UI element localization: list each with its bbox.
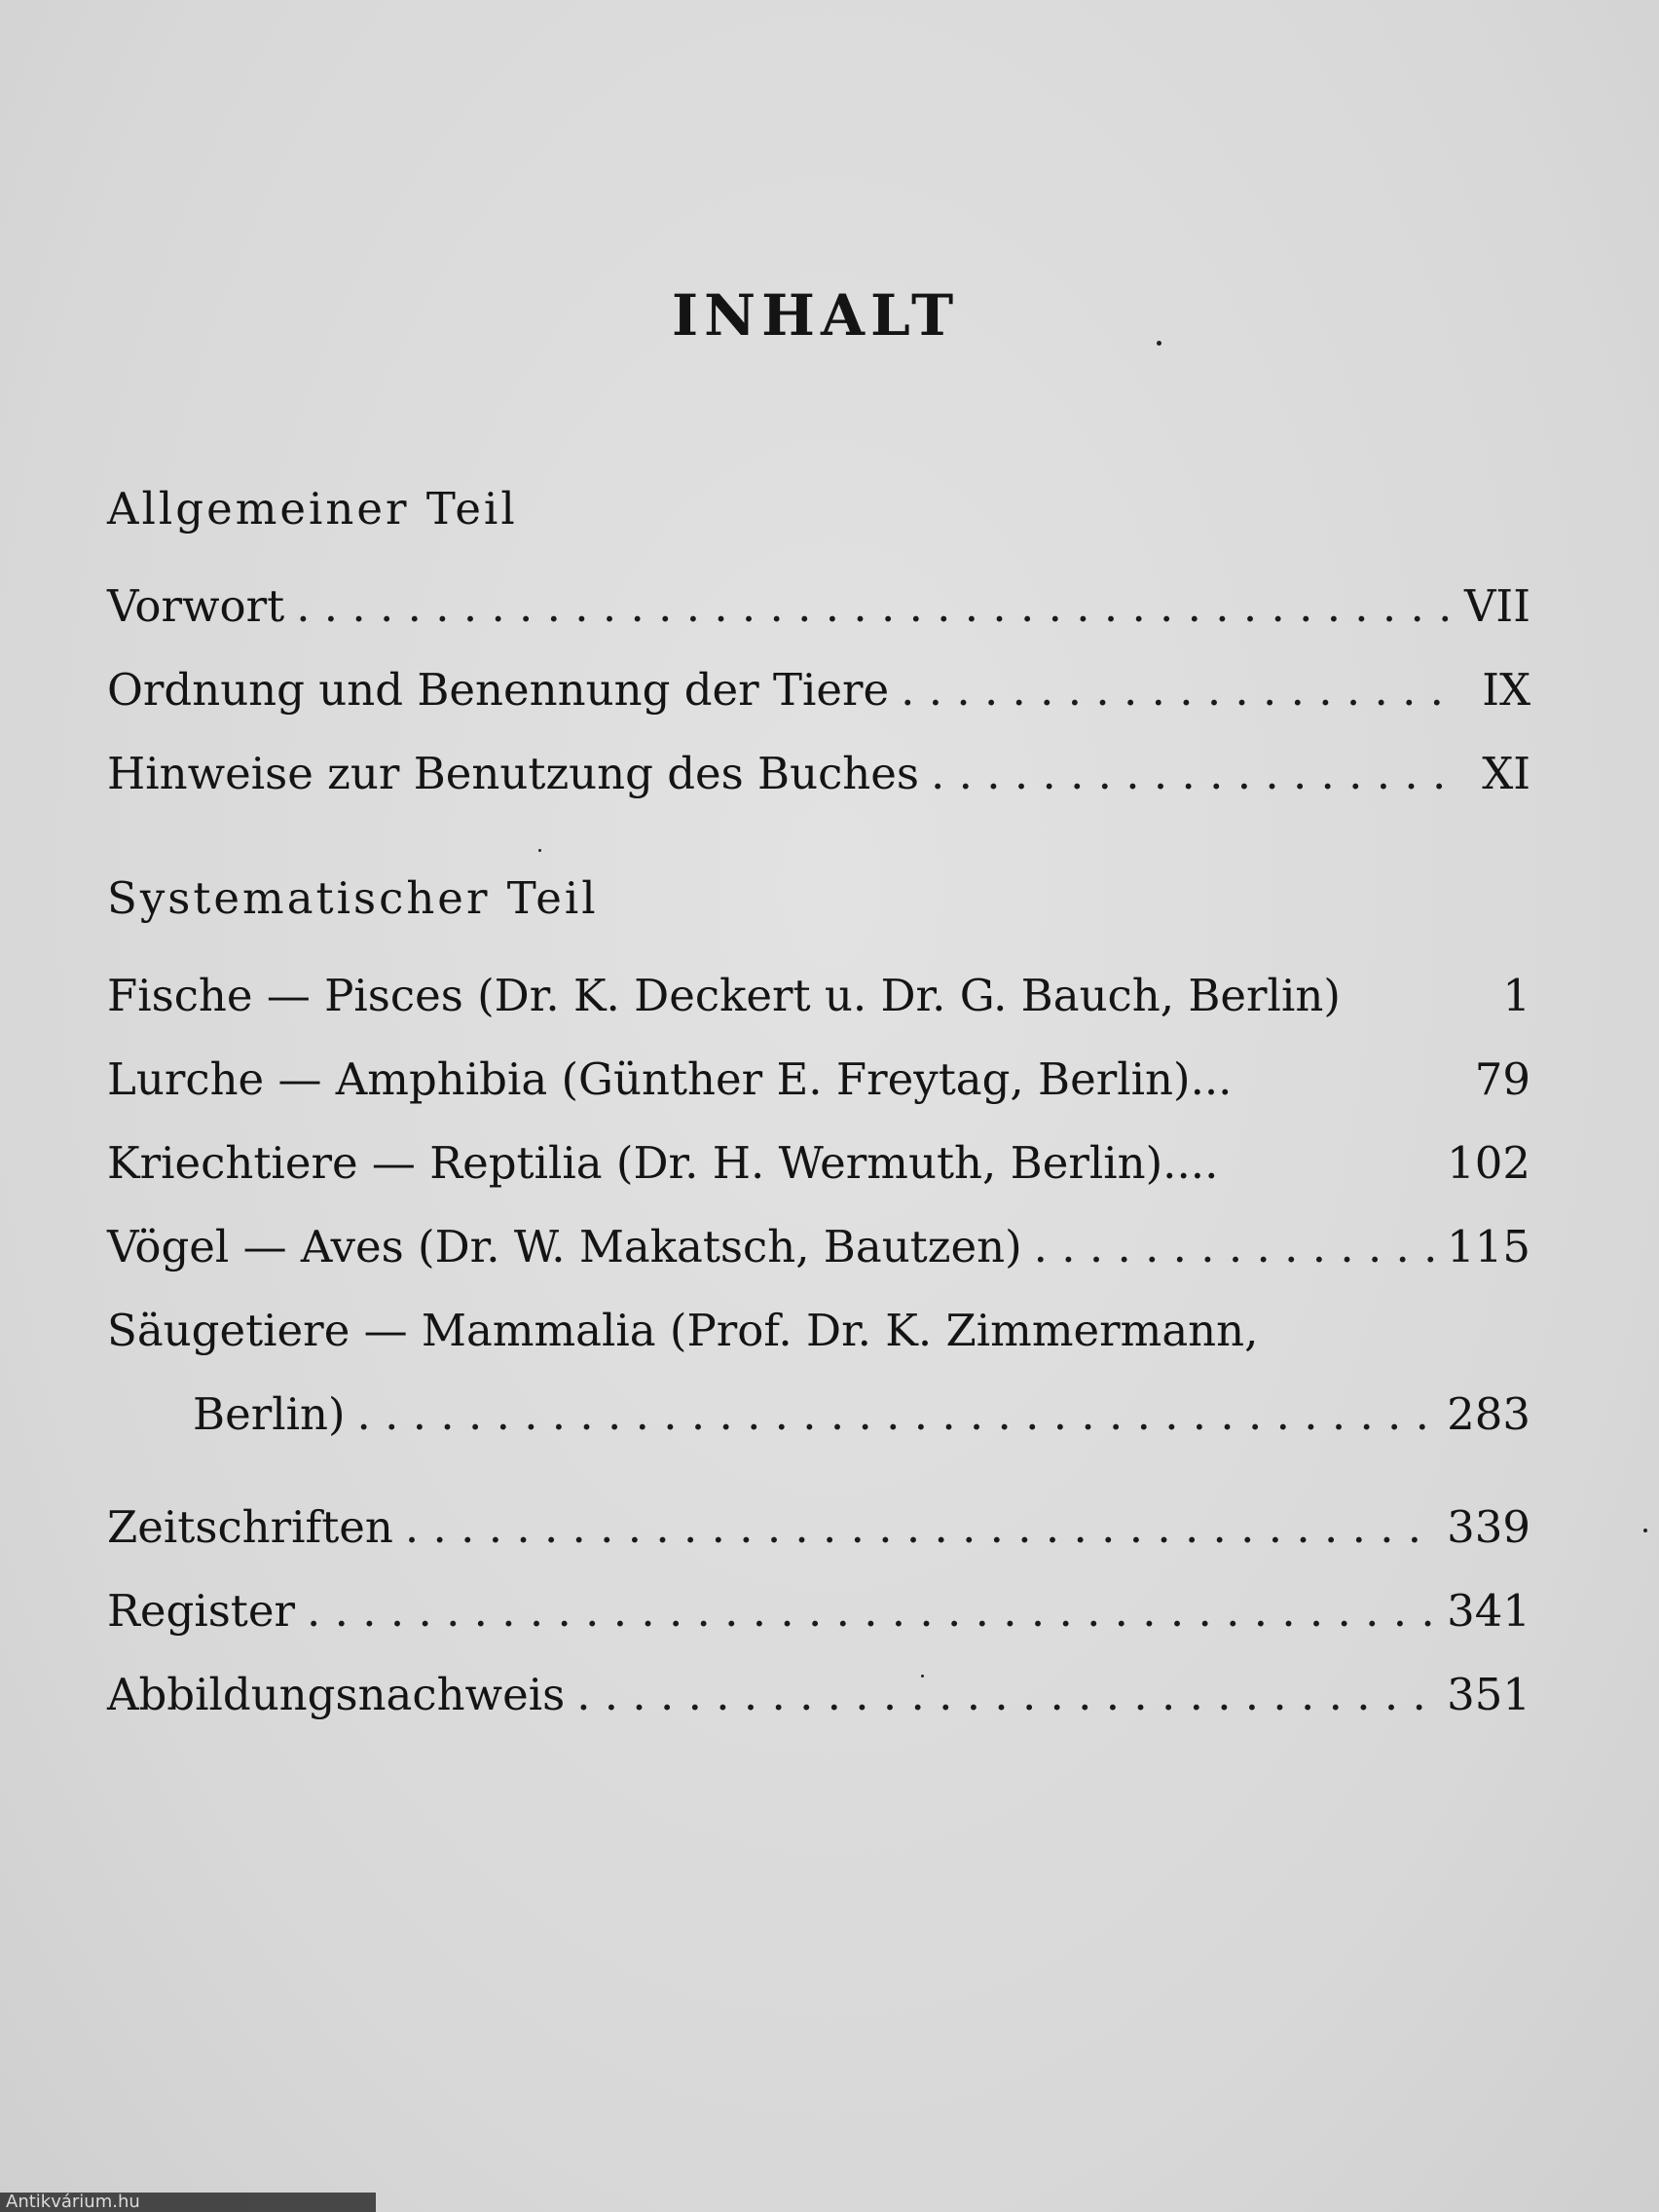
dot-leader xyxy=(576,1669,1435,1720)
toc-entry-page: 351 xyxy=(1447,1669,1530,1720)
toc-entry-saeugetiere[interactable] xyxy=(107,1305,1530,1356)
toc-entry-label: Abbildungsnachweis xyxy=(107,1669,566,1720)
dot-leader xyxy=(405,1501,1435,1553)
ink-speck xyxy=(538,849,541,852)
toc-entry-label: Register xyxy=(107,1585,296,1637)
toc-entry-page: XI xyxy=(1482,748,1530,799)
toc-entry-page: VII xyxy=(1463,580,1530,632)
dot-leader xyxy=(296,580,1453,632)
toc-entry-vorwort[interactable] xyxy=(107,580,1530,632)
toc-entry-page: 115 xyxy=(1447,1221,1530,1272)
ink-speck xyxy=(1157,341,1161,346)
ink-speck xyxy=(1643,1529,1647,1532)
toc-entry-label: Fische — Pisces (Dr. K. Deckert u. Dr. G. Bauch, Berlin) xyxy=(107,970,1341,1021)
toc-entry-page: IX xyxy=(1482,664,1530,716)
dot-leader xyxy=(931,748,1460,799)
dot-leader xyxy=(307,1585,1435,1637)
toc-entry-page: 341 xyxy=(1447,1585,1530,1637)
page-title: INHALT xyxy=(672,282,960,349)
toc-entry-page: 79 xyxy=(1474,1053,1530,1105)
toc-entry-page: 339 xyxy=(1447,1501,1530,1553)
toc-entry-register[interactable] xyxy=(107,1585,1530,1637)
toc-entry-saeugetiere-cont[interactable] xyxy=(193,1388,1530,1440)
toc-entry-ordnung[interactable] xyxy=(107,664,1530,716)
toc-entry-label: Hinweise zur Benutzung des Buches xyxy=(107,748,920,799)
toc-entry-voegel[interactable] xyxy=(107,1221,1530,1272)
toc-entry-lurche[interactable] xyxy=(107,1053,1530,1105)
toc-entry-label: Ordnung und Benennung der Tiere xyxy=(107,664,890,716)
watermark-strip: Antikvárium.hu xyxy=(0,2193,376,2212)
toc-entry-abbildungsnachweis[interactable] xyxy=(107,1669,1530,1720)
toc-entry-label: Berlin) xyxy=(193,1388,346,1440)
toc-entry-hinweise[interactable] xyxy=(107,748,1530,799)
toc-entry-label: Zeitschriften xyxy=(107,1501,393,1553)
section-heading-general: Allgemeiner Teil xyxy=(107,483,518,535)
toc-entry-label: Vögel — Aves (Dr. W. Makatsch, Bautzen) xyxy=(107,1221,1022,1272)
toc-entry-label: Lurche — Amphibia (Günther E. Freytag, Berlin)... xyxy=(107,1053,1233,1105)
toc-entry-page: 1 xyxy=(1502,970,1530,1021)
dot-leader xyxy=(357,1388,1436,1440)
toc-entry-fische[interactable] xyxy=(107,970,1530,1021)
toc-entry-kriechtiere[interactable] xyxy=(107,1137,1530,1189)
toc-entry-page: 283 xyxy=(1447,1388,1530,1440)
dot-leader xyxy=(901,664,1460,716)
toc-entry-label: Vorwort xyxy=(107,580,285,632)
toc-entry-label: Kriechtiere — Reptilia (Dr. H. Wermuth, Berlin).... xyxy=(107,1137,1219,1189)
section-heading-systematic: Systematischer Teil xyxy=(107,872,599,924)
toc-entry-label: Säugetiere — Mammalia (Prof. Dr. K. Zimmermann, xyxy=(107,1305,1259,1356)
toc-entry-zeitschriften[interactable] xyxy=(107,1501,1530,1553)
dot-leader xyxy=(1034,1221,1435,1272)
toc-entry-page: 102 xyxy=(1447,1137,1530,1189)
